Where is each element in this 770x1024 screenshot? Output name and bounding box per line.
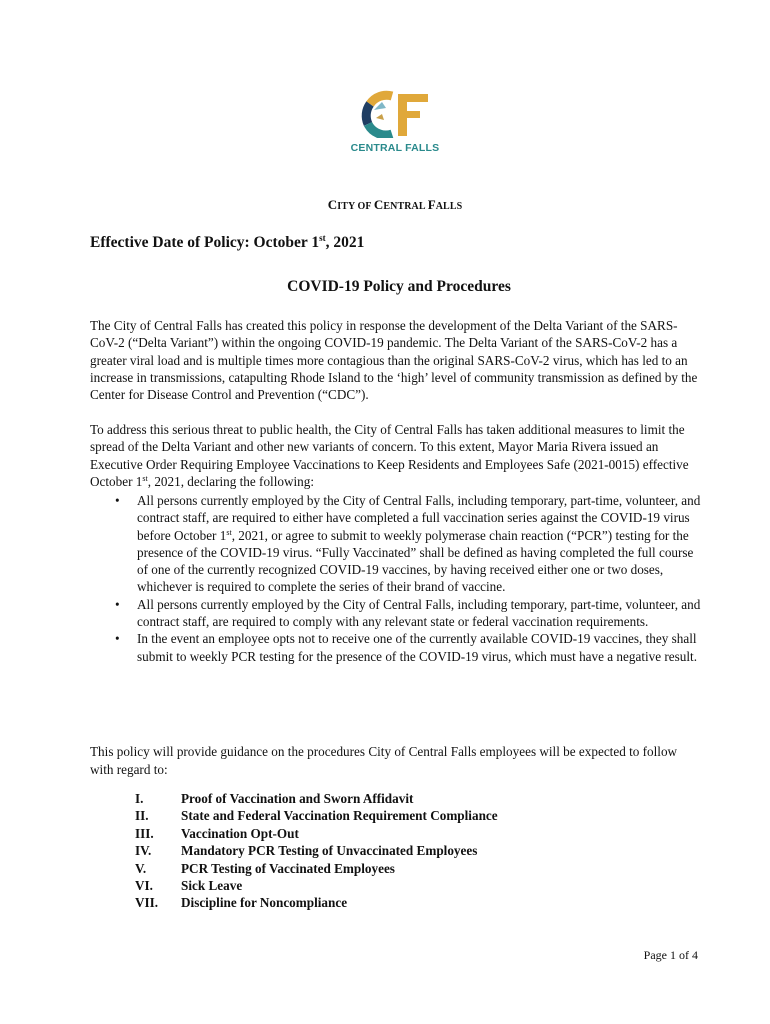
procedure-label: Sick Leave (181, 877, 243, 893)
bullet-icon: • (115, 596, 120, 612)
roman-numeral: VII. (135, 895, 159, 911)
bullet-icon: • (115, 493, 120, 508)
procedure-label: Proof of Vaccination and Sworn Affidavit (181, 791, 414, 806)
executive-order-text: To address this serious threat to public health, the City of Central Falls has taken additional measures to limit the spread of the Delta Variant and other new variants of concern. To this extent, Mayor Maria Rivera issued an Executive Order Requiring Employee Vaccinations to Keep Residents and Employees Safe (2021-0015) effective October 1 (90, 422, 689, 489)
effective-date-text: Effective Date of Policy: October 1 (90, 234, 320, 251)
intro-paragraph: The City of Central Falls has created this policy in response the development of the Delta Variant of the SARS-CoV-2 (“Delta Variant”) within the ongoing COVID-19 pandemic. The Delta Variant of the SARS-CoV-2 has a greater viral load and is multiple times more contagious than the original SARS-CoV-2 virus, which has led to an increase in transmissions, catapulting Rhode Island to the ‘high’ level of community transmission as defined by the Center for Disease Control and Prevention (“CDC”). (90, 318, 698, 403)
list-item (90, 596, 702, 631)
bullet-text: All persons currently employed by the City of Central Falls, including temporary, part-time, volunteer, and contract staff, are required to comply with any relevant state or federal vaccination requirements. (137, 596, 701, 630)
effective-date-ordinal: st (319, 233, 326, 243)
list-item (135, 791, 498, 808)
requirements-list (90, 492, 702, 665)
list-item (135, 826, 498, 843)
city-logo (340, 90, 450, 162)
executive-order-paragraph (90, 421, 702, 490)
roman-numeral: III. (135, 825, 154, 841)
roman-numeral: I. (135, 791, 144, 806)
central-falls-logo-mark-icon (352, 90, 438, 138)
city-heading-letter: C (327, 197, 338, 212)
effective-date-year: , 2021 (325, 234, 365, 251)
roman-numeral: VI. (135, 877, 153, 893)
page-number: Page 1 of 4 (643, 948, 698, 962)
city-heading-smallcaps: ALLS (435, 201, 463, 212)
procedure-label: Discipline for Noncompliance (181, 895, 348, 911)
list-item (90, 492, 702, 596)
list-item (135, 861, 498, 878)
city-heading-smallcaps: ITY OF (337, 201, 374, 212)
procedures-list (135, 791, 498, 913)
effective-date (90, 233, 364, 252)
ordinal-suffix: st (226, 527, 232, 537)
roman-numeral: IV. (135, 843, 152, 859)
list-item (135, 895, 498, 912)
bullet-icon: • (115, 631, 120, 647)
procedure-label: Mandatory PCR Testing of Unvaccinated Employees (181, 843, 478, 859)
bullet-text: All persons currently employed by the City of Central Falls, including temporary, part-time, volunteer, and contract staff, are required to either have completed a full vaccination series against the COVID-19 virus before October 1 (137, 493, 701, 543)
city-heading-letter: F (427, 197, 436, 212)
bullet-text-end: , 2021, or agree to submit to weekly polymerase chain reaction (“PCR”) testing for the presence of the COVID-19 virus. “Fully Vaccinated” shall be defined as having completed the full course of one of the currently recognized COVID-19 vaccines, by having received either one or two doses, whichever is required to complete the series of their brand of vaccine. (137, 527, 694, 595)
city-heading-smallcaps: ENTRAL (383, 201, 428, 212)
policy-title: COVID-19 Policy and Procedures (287, 278, 511, 295)
list-item (135, 878, 498, 895)
executive-order-text-end: , 2021, declaring the following: (147, 473, 314, 489)
roman-numeral: V. (135, 860, 147, 876)
procedure-label: Vaccination Opt-Out (181, 825, 299, 841)
city-heading (0, 197, 770, 213)
guidance-paragraph: This policy will provide guidance on the procedures City of Central Falls employees will be expected to follow with regard to: (90, 744, 678, 777)
ordinal-suffix: st (142, 473, 148, 483)
list-item (135, 808, 498, 825)
logo-wordmark: CENTRAL FALLS (350, 142, 440, 154)
bullet-text: In the event an employee opts not to receive one of the currently available COVID-19 vaccines, they shall submit to weekly PCR testing for the presence of the COVID-19 virus, which must have a negative result. (137, 631, 697, 664)
list-item (135, 843, 498, 860)
list-item (90, 630, 702, 665)
city-heading-letter: C (373, 197, 384, 212)
roman-numeral: II. (135, 808, 149, 824)
procedure-label: PCR Testing of Vaccinated Employees (181, 860, 395, 876)
procedure-label: State and Federal Vaccination Requirement Compliance (181, 808, 498, 824)
